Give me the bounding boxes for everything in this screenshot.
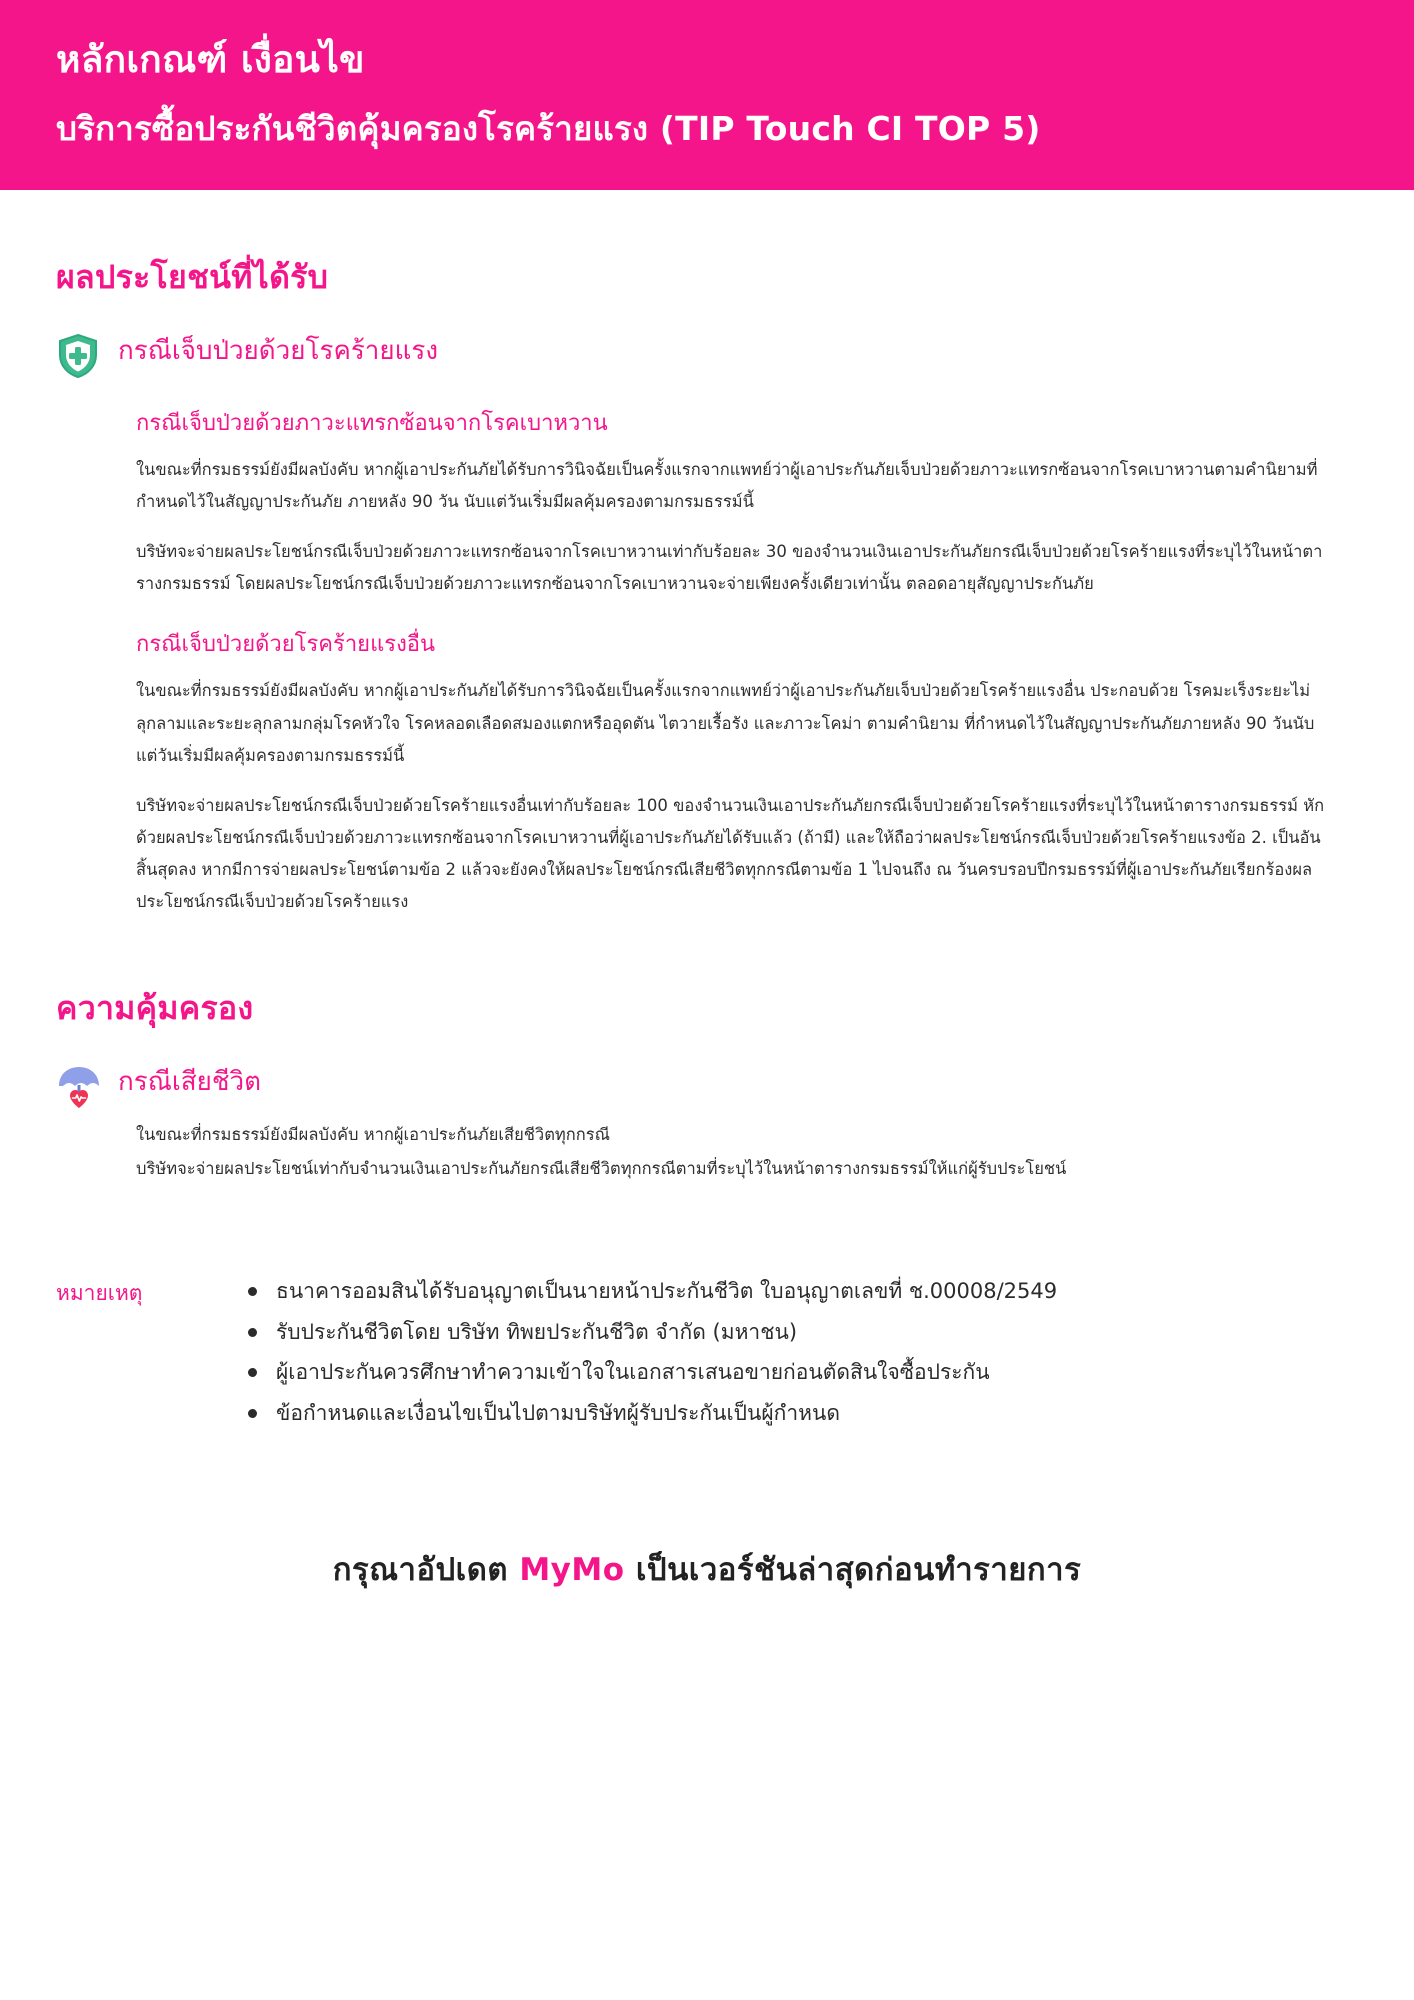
notes-list [236,1271,1057,1435]
benefit-paragraph: ในขณะที่กรมธรรม์ยังมีผลบังคับ หากผู้เอาประกันภัยได้รับการวินิจฉัยเป็นครั้งแรกจากแพทย์ว่าผู้เอาประกันภัยเจ็บป่วยด้วยโรคร้ายแรงอื่น ประกอบด้วย โรคมะเร็งระยะไม่ลุกลามและระยะลุกลามกลุ่มโรคหัวใจ โรคหลอดเลือดสมองแตกหรืออุดตัน ไตวายเรื้อรัง และภาวะโคม่า ตามคำนิยาม ที่กำหนดไว้ในสัญญาประกันภัยภายหลัง 90 วันนับแต่วันเริ่มมีผลคุ้มครองตามกรมธรรม์นี้ [136,681,1315,765]
notes-label: หมายเหตุ [56,1280,143,1305]
footer-prefix: กรุณาอัปเดต [332,1552,520,1589]
benefits-section-title: ผลประโยชน์ที่ได้รับ [56,257,329,296]
coverage-section-title: ความคุ้มครอง [56,988,254,1027]
footer-notice [0,1544,1414,1646]
benefit-paragraph: ในขณะที่กรมธรรม์ยังมีผลบังคับ หากผู้เอาประกันภัยได้รับการวินิจฉัยเป็นครั้งแรกจากแพทย์ว่าผู้เอาประกันภัยเจ็บป่วยด้วยภาวะแทรกซ้อนจากโรคเบาหวานตามคำนิยามที่กำหนดไว้ในสัญญาประกันภัย ภายหลัง 90 วัน นับแต่วันเริ่มมีผลคุ้มครองตามกรมธรรม์นี้ [136,459,1318,511]
benefit-group-heading: กรณีเจ็บป่วยด้วยโรคร้ายแรงอื่น [136,632,436,658]
benefits-icon-row [56,331,1358,379]
coverage-text-block [56,1120,1358,1185]
list-item: รับประกันชีวิตโดย บริษัท ทิพยประกันชีวิต จำกัด (มหาชน) [270,1312,1057,1353]
coverage-icon-row [56,1062,1358,1110]
header-title-line1: หลักเกณฑ์ เงื่อนไข [56,38,365,81]
footer-brand: MyMo [519,1552,625,1589]
benefits-icon-title: กรณีเจ็บป่วยด้วยโรคร้ายแรง [118,335,439,366]
benefit-paragraph: บริษัทจะจ่ายผลประโยชน์กรณีเจ็บป่วยด้วยภาวะแทรกซ้อนจากโรคเบาหวานเท่ากับร้อยละ 30 ของจำนวนเงินเอาประกันภัยกรณีเจ็บป่วยด้วยโรคร้ายแรงที่ระบุไว้ในหน้าตารางกรมธรรม์ โดยผลประโยชน์กรณีเจ็บป่วยด้วยภาวะแทรกซ้อนจากโรคเบาหวานจะจ่ายเพียงครั้งเดียวเท่านั้น ตลอดอายุสัญญาประกันภัย [136,541,1323,594]
benefit-paragraph: บริษัทจะจ่ายผลประโยชน์กรณีเจ็บป่วยด้วยโรคร้ายแรงอื่นเท่ากับร้อยละ 100 ของจำนวนเงินเอาประกันภัยกรณีเจ็บป่วยด้วยโรคร้ายแรงที่ระบุไว้ในหน้าตารางกรมธรรม์ หักด้วยผลประโยชน์กรณีเจ็บป่วยด้วยภาวะแทรกซ้อนจากโรคเบาหวานที่ผู้เอาประกันภัยได้รับแล้ว (ถ้ามี) และให้ถือว่าผลประโยชน์กรณีเจ็บป่วยด้วยโรคร้ายแรงข้อ 2. เป็นอันสิ้นสุดลง หากมีการจ่ายผลประโยชน์ตามข้อ 2 แล้วจะยังคงให้ผลประโยชน์กรณีเสียชีวิตทุกกรณีตามข้อ 1 ไปจนถึง ณ วันครบรอบปีกรมธรรม์ที่ผู้เอาประกันภัยเรียกร้องผลประโยชน์กรณีเจ็บป่วยด้วยโรคร้ายแรง [136,795,1325,912]
footer-suffix: เป็นเวอร์ชันล่าสุดก่อนทำรายการ [624,1552,1082,1589]
benefits-section [56,252,1358,919]
benefit-group-other-critical-illness [56,626,1358,918]
list-item: ผู้เอาประกันควรศึกษาทำความเข้าใจในเอกสารเสนอขายก่อนตัดสินใจซื้อประกัน [270,1352,1057,1393]
benefit-group-heading: กรณีเจ็บป่วยด้วยภาวะแทรกซ้อนจากโรคเบาหวาน [136,410,608,436]
page-content [0,190,1414,1185]
page-header [0,0,1414,190]
umbrella-heart-icon [56,1064,100,1110]
benefit-group-diabetes [56,405,1358,601]
list-item: ข้อกำหนดและเงื่อนไขเป็นไปตามบริษัทผู้รับประกันเป็นผู้กำหนด [270,1393,1057,1434]
coverage-paragraph: บริษัทจะจ่ายผลประโยชน์เท่ากับจำนวนเงินเอาประกันภัยกรณีเสียชีวิตทุกกรณีตามที่ระบุไว้ในหน้าตารางกรมธรรม์ให้แก่ผู้รับประโยชน์ [136,1159,1067,1179]
header-title-line2: บริการซื้อประกันชีวิตคุ้มครองโรคร้ายแรง (TIP Touch CI TOP 5) [56,109,1041,149]
list-item: ธนาคารออมสินได้รับอนุญาตเป็นนายหน้าประกันชีวิต ใบอนุญาตเลขที่ ช.00008/2549 [270,1271,1057,1312]
notes-section [0,1271,1414,1435]
coverage-icon-title: กรณีเสียชีวิต [118,1066,261,1097]
shield-medical-icon [56,333,100,379]
coverage-section [56,983,1358,1185]
coverage-paragraph: ในขณะที่กรมธรรม์ยังมีผลบังคับ หากผู้เอาประกันภัยเสียชีวิตทุกกรณี [136,1124,610,1144]
